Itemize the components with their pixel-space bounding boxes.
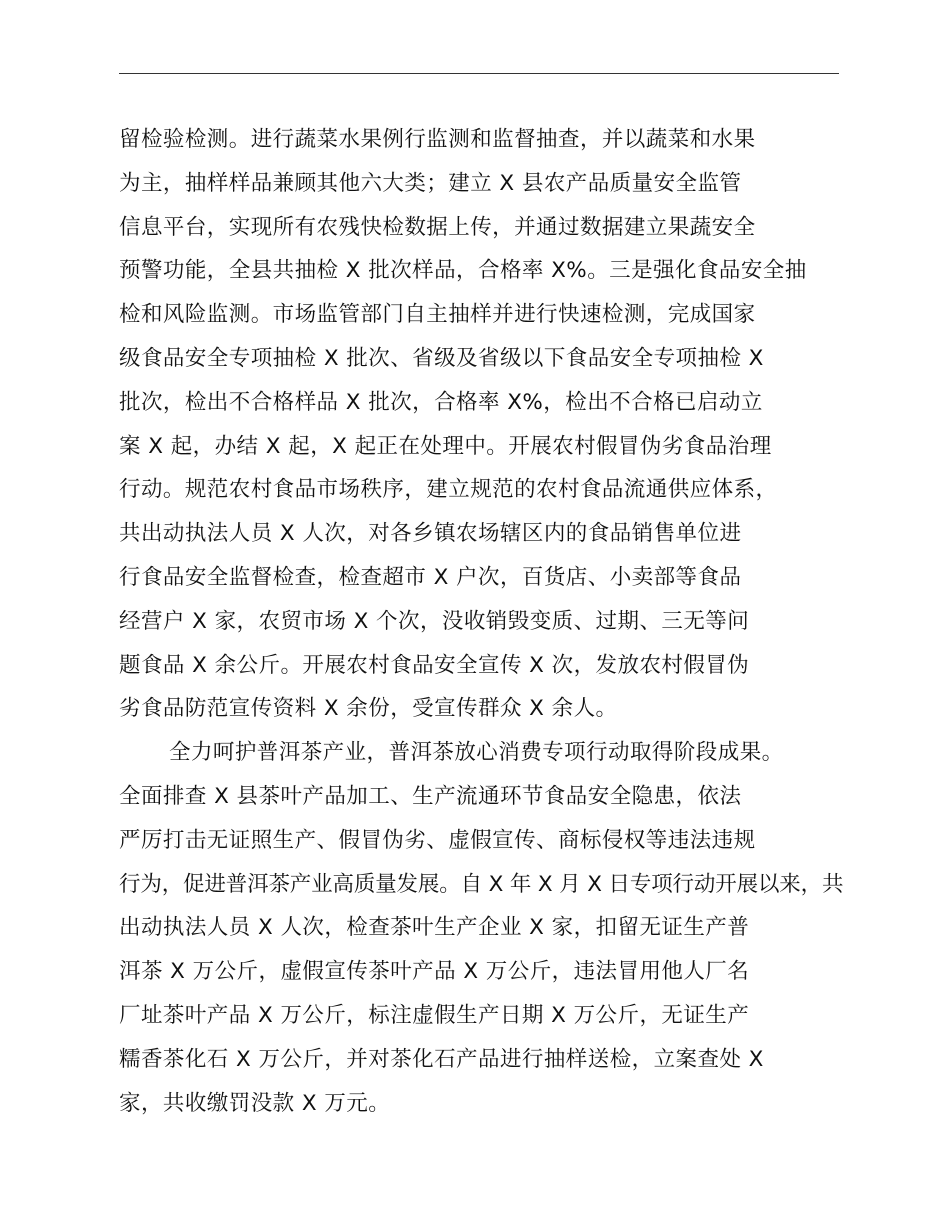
text-line: 洱茶 X 万公斤，虚假宣传茶叶产品 X 万公斤，违法冒用他人厂名 bbox=[119, 959, 750, 985]
text-line: 级食品安全专项抽检 X 批次、省级及省级以下食品安全专项抽检 X bbox=[119, 345, 764, 371]
text-line: 为主，抽样样品兼顾其他六大类；建立 X 县农产品质量安全监管 bbox=[119, 170, 742, 196]
text-line: 经营户 X 家，农贸市场 X 个次，没收销毁变质、过期、三无等问 bbox=[119, 608, 750, 634]
text-line: 严厉打击无证照生产、假冒伪劣、虚假宣传、商标侵权等违法违规 bbox=[119, 827, 756, 853]
text-line: 出动执法人员 X 人次，检查茶叶生产企业 X 家，扣留无证生产普 bbox=[119, 915, 750, 941]
text-line: 预警功能，全县共抽检 X 批次样品，合格率 X%。三是强化食品安全抽 bbox=[119, 258, 807, 284]
text-line: 糯香茶化石 X 万公斤，并对茶化石产品进行抽样送检，立案查处 X bbox=[119, 1046, 764, 1072]
header-divider bbox=[119, 73, 839, 74]
text-line: 全力呵护普洱茶产业，普洱茶放心消费专项行动取得阶段成果。 bbox=[169, 740, 784, 766]
text-line: 行为，促进普洱茶产业高质量发展。自 X 年 X 月 X 日专项行动开展以来，共 bbox=[119, 871, 844, 897]
document-body bbox=[119, 118, 845, 1125]
text-line: 检和风险监测。市场监管部门自主抽样并进行快速检测，完成国家 bbox=[119, 302, 756, 328]
text-line: 劣食品防范宣传资料 X 余份，受宣传群众 X 余人。 bbox=[119, 696, 618, 722]
text-line: 信息平台，实现所有农残快检数据上传，并通过数据建立果蔬安全 bbox=[119, 214, 756, 240]
text-line: 行动。规范农村食品市场秩序，建立规范的农村食品流通供应体系， bbox=[119, 477, 778, 503]
text-line: 批次，检出不合格样品 X 批次，合格率 X%，检出不合格已启动立 bbox=[119, 389, 763, 415]
text-line: 留检验检测。进行蔬菜水果例行监测和监督抽查，并以蔬菜和水果 bbox=[119, 127, 756, 152]
paragraph-1 bbox=[119, 118, 845, 731]
text-line: 家，共收缴罚没款 X 万元。 bbox=[119, 1090, 391, 1116]
text-line: 共出动执法人员 X 人次，对各乡镇农场辖区内的食品销售单位进 bbox=[119, 521, 742, 547]
text-line: 行食品安全监督检查，检查超市 X 户次，百货店、小卖部等食品 bbox=[119, 564, 742, 590]
text-line: 全面排查 X 县茶叶产品加工、生产流通环节食品安全隐患，依法 bbox=[119, 783, 742, 809]
text-line: 题食品 X 余公斤。开展农村食品安全宣传 X 次，发放农村假冒伪 bbox=[119, 652, 750, 678]
text-line: 厂址茶叶产品 X 万公斤，标注虚假生产日期 X 万公斤，无证生产 bbox=[119, 1002, 750, 1028]
paragraph-2 bbox=[119, 731, 845, 1125]
text-line: 案 X 起，办结 X 起，X 起正在处理中。开展农村假冒伪劣食品治理 bbox=[119, 433, 772, 459]
